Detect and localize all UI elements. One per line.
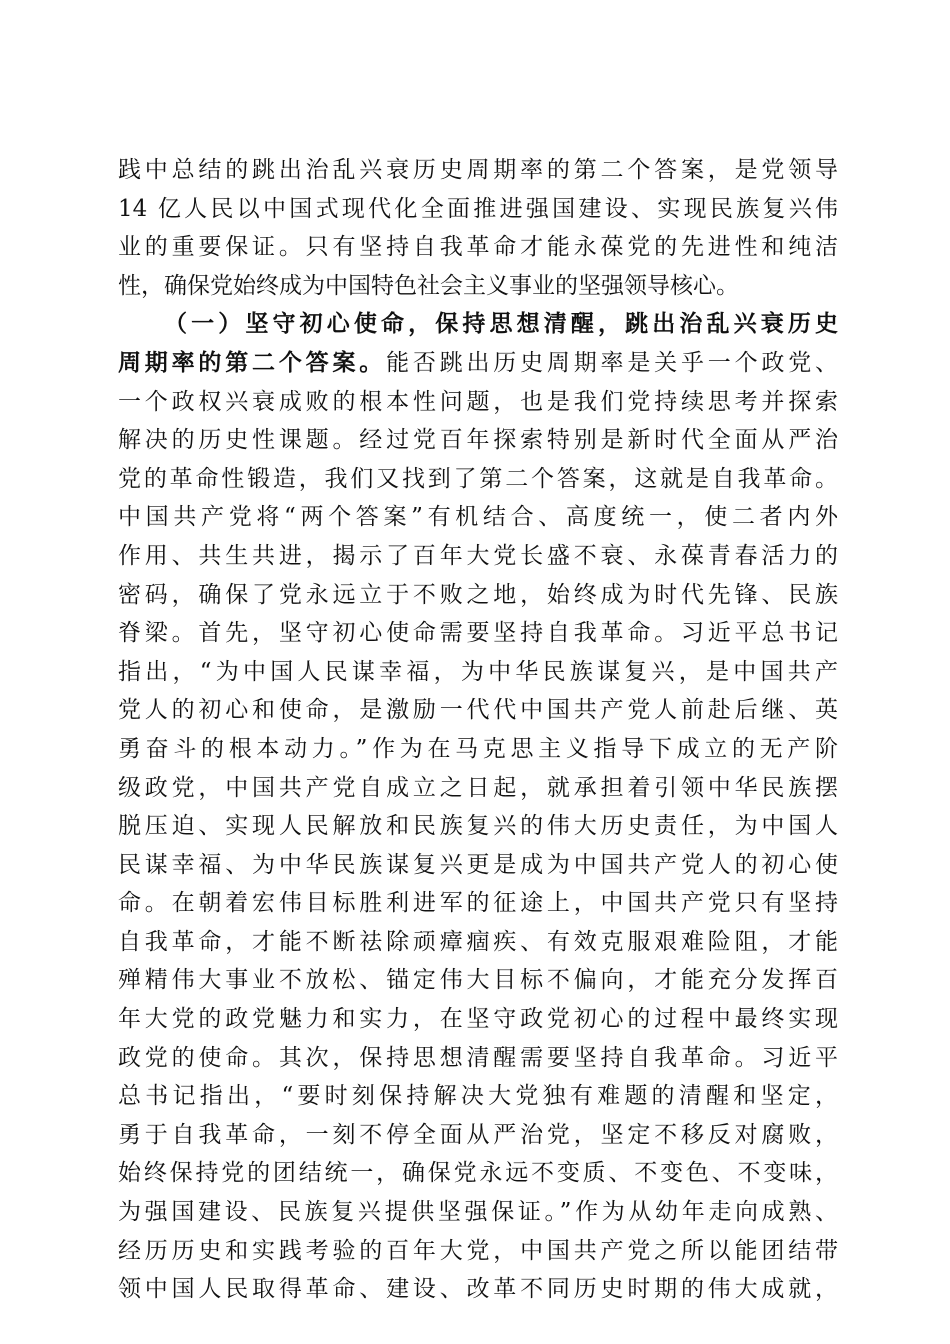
text-line: 脊梁。首先，坚守初心使命需要坚持自我革命。习近平总书记 [118, 620, 838, 647]
text-line: 脱压迫、实现人民解放和民族复兴的伟大历史责任，为中国人 [118, 813, 838, 840]
text-line: 作用、共生共进，揭示了百年大党长盛不衰、永葆青春活力的 [118, 542, 838, 569]
text-line-segment: 能否跳出历史周期率是关乎一个政党、 [386, 349, 839, 376]
text-line: 业的重要保证。只有坚持自我革命才能永葆党的先进性和纯洁 [118, 234, 838, 261]
text-line: 总书记指出，“要时刻保持解决大党独有难题的清醒和坚定， [118, 1083, 838, 1110]
text-line: 一个政权兴衰成败的根本性问题，也是我们党持续思考并探索 [118, 388, 838, 415]
text-line-mixed [118, 344, 838, 383]
body-text [118, 151, 838, 1309]
text-line: 中国共产党将“两个答案”有机结合、高度统一，使二者内外 [118, 504, 838, 531]
text-line: 年大党的政党魅力和实力，在坚守政党初心的过程中最终实现 [118, 1006, 838, 1033]
text-line: 领中国人民取得革命、建设、改革不同历史时期的伟大成就， [118, 1276, 838, 1303]
text-line: 勇奋斗的根本动力。”作为在马克思主义指导下成立的无产阶 [118, 735, 838, 762]
text-line: 经历历史和实践考验的百年大党，中国共产党之所以能团结带 [118, 1237, 838, 1264]
text-line: 殚精伟大事业不放松、锚定伟大目标不偏向，才能充分发挥百 [118, 967, 838, 994]
text-line: 民谋幸福、为中华民族谋复兴更是成为中国共产党人的初心使 [118, 851, 838, 878]
text-line: 指出，“为中国人民谋幸福，为中华民族谋复兴，是中国共产 [118, 658, 838, 685]
text-line: 始终保持党的团结统一，确保党永远不变质、不变色、不变味， [118, 1160, 838, 1187]
text-line: 14 亿人民以中国式现代化全面推进强国建设、实现民族复兴伟 [118, 195, 838, 222]
text-line: 勇于自我革命，一刻不停全面从严治党，坚定不移反对腐败， [118, 1121, 838, 1148]
text-line: 为强国建设、民族复兴提供坚强保证。”作为从幼年走向成熟、 [118, 1199, 838, 1226]
text-line: 级政党，中国共产党自成立之日起，就承担着引领中华民族摆 [118, 774, 838, 801]
text-line: 解决的历史性课题。经过党百年探索特别是新时代全面从严治 [118, 427, 838, 454]
text-line: 密码，确保了党永远立于不败之地，始终成为时代先锋、民族 [118, 581, 838, 608]
section-heading-line: （一）坚守初心使命，保持思想清醒，跳出治乱兴衰历史 [164, 310, 838, 338]
text-line: 命。在朝着宏伟目标胜利进军的征途上，中国共产党只有坚持 [118, 890, 838, 917]
text-line: 自我革命，才能不断祛除顽瘴痼疾、有效克服艰难险阻，才能 [118, 928, 838, 955]
section-heading-tail: 周期率的第二个答案。 [118, 348, 387, 376]
text-line: 性，确保党始终成为中国特色社会主义事业的坚强领导核心。 [118, 272, 739, 299]
text-line: 党的革命性锻造，我们又找到了第二个答案，这就是自我革命。 [118, 465, 838, 492]
text-line: 党人的初心和使命，是激励一代代中国共产党人前赴后继、英 [118, 697, 838, 724]
text-line: 践中总结的跳出治乱兴衰历史周期率的第二个答案，是党领导 [118, 157, 838, 183]
text-line: 政党的使命。其次，保持思想清醒需要坚持自我革命。习近平 [118, 1044, 838, 1071]
